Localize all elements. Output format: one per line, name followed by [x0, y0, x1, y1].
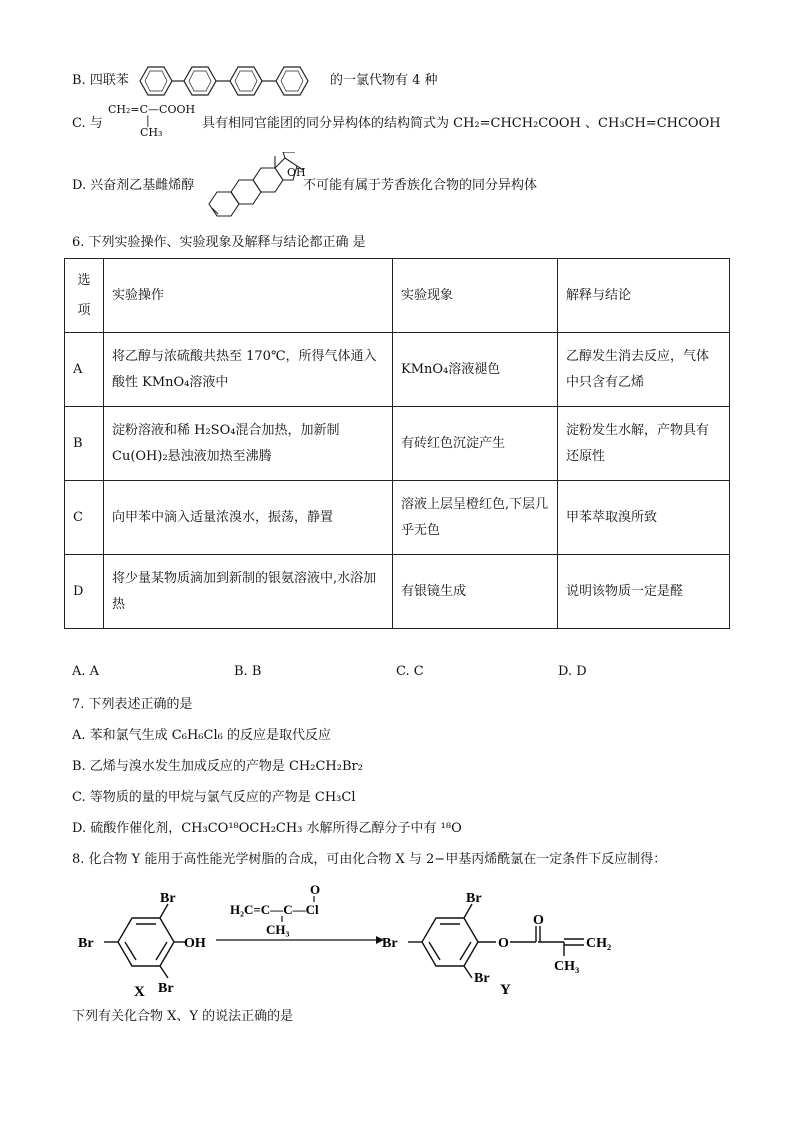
- x-br-left: Br: [78, 936, 94, 951]
- row-d-option: D: [65, 555, 104, 629]
- q6-choice-d: D. D: [558, 664, 587, 679]
- row-b-option: B: [65, 407, 104, 481]
- table-row: [65, 555, 730, 629]
- row-d-operation: 将少量某物质滴加到新制的银氨溶液中,水浴加热: [104, 555, 393, 629]
- y-br-bottom: Br: [474, 971, 490, 986]
- table-row: [65, 333, 730, 407]
- q8-reaction-scheme: [70, 878, 630, 1002]
- q8-stem: 8. 化合物 Y 能用于高性能光学树脂的合成，可由化合物 X 与 2−甲基丙烯酰氯在一定条件下反应制得：: [72, 852, 667, 867]
- y-o: O: [498, 936, 509, 951]
- ethylestrenol-structure: [203, 152, 307, 222]
- header-phenomenon: 实验现象: [393, 259, 558, 333]
- quaterphenyl-structure: [134, 63, 330, 99]
- q6-stem: 6. 下列实验操作、实验现象及解释与结论都正确 是: [72, 235, 366, 250]
- table-header-row: [65, 259, 730, 333]
- q6-choice-b: B. B: [234, 664, 262, 679]
- header-conclusion: 解释与结论: [558, 259, 730, 333]
- q7-option-c: C. 等物质的量的甲烷与氯气反应的产物是 CH₃Cl: [72, 790, 356, 805]
- q5-d-suffix: 不可能有属于芳香族化合物的同分异构体: [303, 178, 538, 193]
- row-c-conclusion: 甲苯萃取溴所致: [558, 481, 730, 555]
- q7-option-d: D. 硫酸作催化剂，CH₃CO¹⁸OCH₂CH₃ 水解所得乙醇分子中有 ¹⁸O: [72, 821, 462, 836]
- row-b-operation: 淀粉溶液和稀 H₂SO₄混合加热，加新制 Cu(OH)₂悬浊液加热至沸腾: [104, 407, 393, 481]
- reagent-o: O: [310, 882, 321, 897]
- q5-c-suffix: 具有相同官能团的同分异构体的结构简式为 CH₂=CHCH₂COOH 、CH₃CH=CHCOOH: [202, 116, 721, 131]
- y-label: Y: [500, 982, 511, 998]
- x-oh: OH: [184, 936, 206, 951]
- q5-c-struct-sub: CH₃: [140, 126, 163, 139]
- row-c-phenomenon: 溶液上层呈橙红色,下层几乎无色: [393, 481, 558, 555]
- q7-option-b: B. 乙烯与溴水发生加成反应的产物是 CH₂CH₂Br₂: [72, 759, 363, 774]
- x-br-bottom: Br: [158, 981, 174, 996]
- row-b-conclusion: 淀粉发生水解，产物具有还原性: [558, 407, 730, 481]
- q7-option-a: A. 苯和氯气生成 C₆H₆Cl₆ 的反应是取代反应: [72, 728, 331, 743]
- q5-c-struct-top: CH₂=C—COOH: [108, 103, 196, 116]
- q5-c-struct-bond: |: [146, 114, 150, 127]
- q6-choice-a: A. A: [72, 664, 100, 679]
- q5-d-prefix: D. 兴奋剂乙基雌烯醇: [72, 178, 195, 193]
- q7-stem: 7. 下列表述正确的是: [72, 697, 193, 712]
- y-br-top: Br: [466, 891, 482, 906]
- row-a-operation: 将乙醇与浓硫酸共热至 170℃，所得气体通入酸性 KMnO₄溶液中: [104, 333, 393, 407]
- reagent-main: H₂C=C—C—Cl: [230, 902, 319, 917]
- row-a-conclusion: 乙醇发生消去反应，气体中只含有乙烯: [558, 333, 730, 407]
- table-row: [65, 481, 730, 555]
- q6-table: [64, 258, 730, 629]
- table-row: [65, 407, 730, 481]
- q5-option-b: [72, 72, 129, 90]
- q5-b-prefix: B. 四联苯: [72, 73, 129, 88]
- q8-question: 下列有关化合物 X、Y 的说法正确的是: [72, 1009, 294, 1024]
- x-label: X: [134, 984, 145, 1000]
- y-br-left: Br: [382, 936, 398, 951]
- y-ch2: CH₂: [586, 936, 612, 951]
- q5-d-oh: OH: [287, 166, 306, 179]
- q5-b-suffix: 的一氯代物有 4 种: [330, 73, 438, 88]
- y-ch3: CH₃: [554, 959, 580, 974]
- header-operation: 实验操作: [104, 259, 393, 333]
- row-b-phenomenon: 有砖红色沉淀产生: [393, 407, 558, 481]
- reagent-ch3: CH₃: [266, 922, 290, 937]
- x-br-top: Br: [160, 891, 176, 906]
- y-carbonyl-o: O: [533, 913, 544, 928]
- row-c-operation: 向甲苯中滴入适量浓溴水，振荡，静置: [104, 481, 393, 555]
- row-d-conclusion: 说明该物质一定是醛: [558, 555, 730, 629]
- row-a-option: A: [65, 333, 104, 407]
- q5-c-prefix: C. 与: [72, 116, 103, 131]
- row-c-option: C: [65, 481, 104, 555]
- row-d-phenomenon: 有银镜生成: [393, 555, 558, 629]
- header-option: 选 项: [65, 259, 104, 333]
- row-a-phenomenon: KMnO₄溶液褪色: [393, 333, 558, 407]
- q6-choice-c: C. C: [396, 664, 424, 679]
